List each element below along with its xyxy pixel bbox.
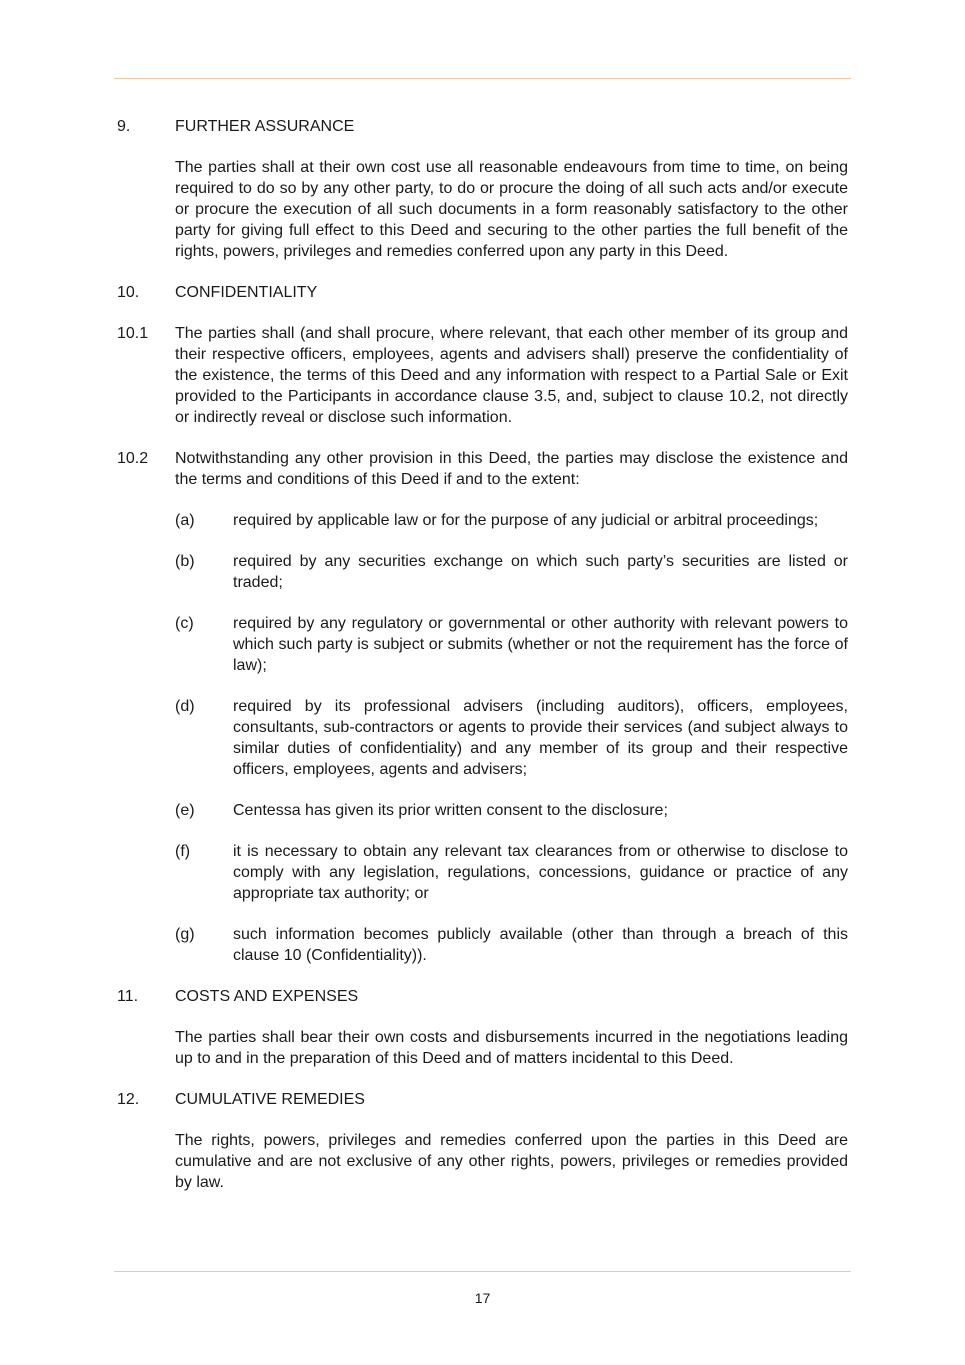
list-item [175,510,848,531]
item-text: Centessa has given its prior written consent to the disclosure; [233,802,668,819]
item-label: (e) [175,802,195,819]
item-label: (c) [175,615,194,632]
list-item [175,696,848,780]
item-label: (d) [175,698,195,715]
page-number: 17 [474,1290,491,1306]
list-item [175,924,848,966]
list-item [175,613,848,676]
item-text: such information becomes publicly available (other than through a breach of this clause 10 (Confidentiality)). [233,926,848,964]
section-number: 11. [117,988,139,1005]
header-rule [114,78,851,79]
item-label: (a) [175,512,195,529]
list-item [175,551,848,593]
section-11-heading [117,986,848,1007]
clause-10-1 [117,323,848,428]
paragraph: The rights, powers, privileges and remedies conferred upon the parties in this Deed are cumulative and are not exclusive of any other rights, powers, privileges or remedies provided by law. [175,1132,848,1191]
section-number: 10. [117,284,140,301]
section-title: CUMULATIVE REMEDIES [175,1091,365,1108]
item-text: required by its professional advisers (including auditors), officers, employees, consultants, sub-contractors or agents to provide their services (and subject always to similar duties of confidentiality) and any member of its group and their respective officers, employees, agents and advisers; [233,698,848,778]
clause-text: Notwithstanding any other provision in this Deed, the parties may disclose the existence and the terms and conditions of this Deed if and to the extent: [175,450,848,488]
clause-number: 10.2 [117,450,149,467]
list-item [175,800,848,821]
clause-text: The parties shall (and shall procure, where relevant, that each other member of its group and their respective officers, employees, agents and advisers shall) preserve the confidentiality of the existence, the terms of this Deed and any information with respect to a Partial Sale or Exit provided to the Participants in accordance clause 3.5, and, subject to clause 10.2, not directly or indirectly reveal or disclose such information. [175,325,848,426]
clause-10-2 [117,448,848,490]
section-9-heading [117,116,848,137]
list-item [175,841,848,904]
clause-number: 10.1 [117,325,149,342]
paragraph: The parties shall at their own cost use all reasonable endeavours from time to time, on being required to do so by any other party, to do or procure the doing of all such acts and/or execute or procure the execution of all such documents in a form reasonably satisfactory to the other party for giving full effect to this Deed and securing to the other parties the full benefit of the rights, powers, privileges and remedies conferred upon any party in this Deed. [175,159,848,260]
footer-rule [114,1271,851,1272]
item-label: (b) [175,553,195,570]
paragraph: The parties shall bear their own costs and disbursements incurred in the negotiations leading up to and in the preparation of this Deed and of matters incidental to this Deed. [175,1029,848,1067]
item-label: (f) [175,843,191,860]
section-12-heading [117,1089,848,1110]
section-9-body [117,157,848,262]
section-title: CONFIDENTIALITY [175,284,318,301]
section-title: COSTS AND EXPENSES [175,988,359,1005]
section-10-heading [117,282,848,303]
item-text: it is necessary to obtain any relevant tax clearances from or otherwise to disclose to comply with any legislation, regulations, concessions, guidance or practice of any appropriate tax authority; or [233,843,848,902]
section-11-body [117,1027,848,1069]
item-text: required by applicable law or for the purpose of any judicial or arbitral proceedings; [233,512,819,529]
section-title: FURTHER ASSURANCE [175,118,355,135]
item-text: required by any securities exchange on which such party’s securities are listed or traded; [233,553,848,591]
document-body [117,116,848,1193]
item-label: (g) [175,926,195,943]
section-12-body [117,1130,848,1193]
item-text: required by any regulatory or governmental or other authority with relevant powers to which such party is subject or submits (whether or not the requirement has the force of law); [233,615,848,674]
section-number: 12. [117,1091,140,1108]
section-number: 9. [117,118,131,135]
